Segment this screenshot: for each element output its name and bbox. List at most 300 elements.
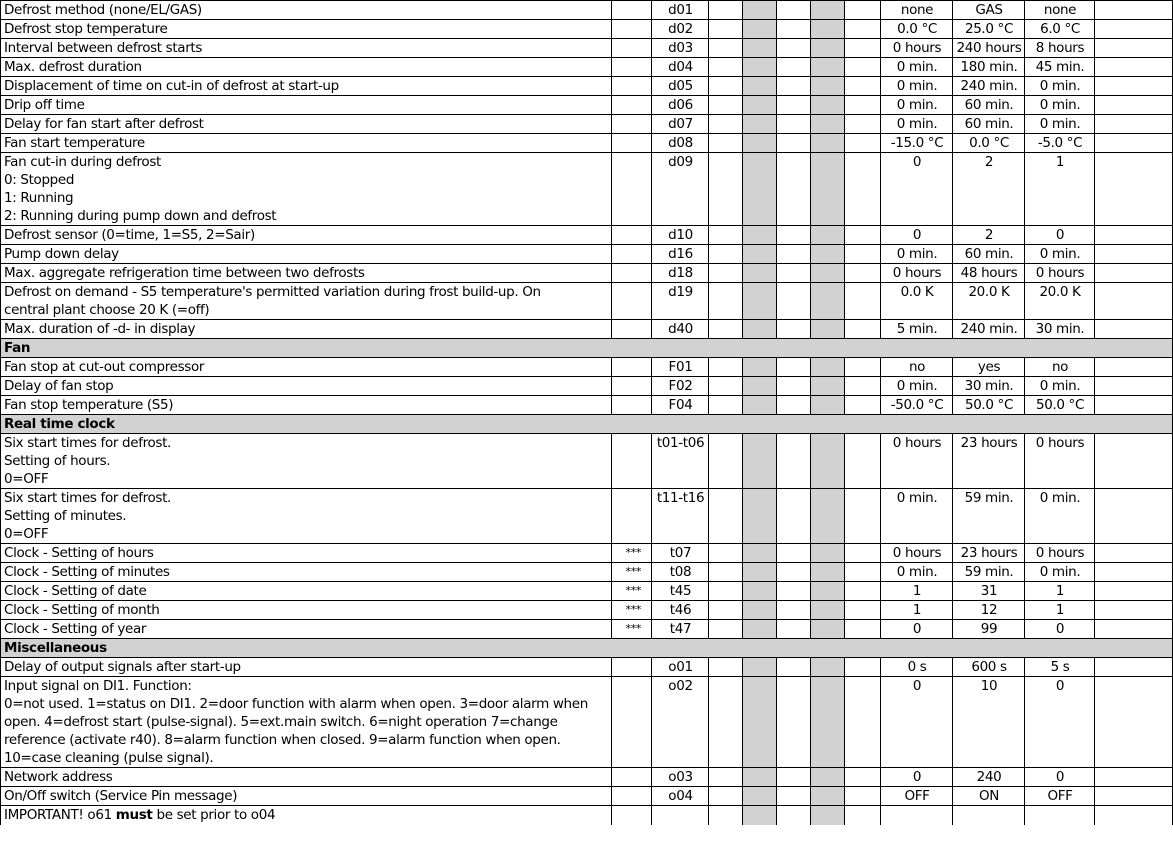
shaded-cell: [743, 58, 777, 77]
empty-cell: [777, 768, 811, 787]
shaded-cell: [811, 115, 845, 134]
parameter-row: [1, 115, 1173, 134]
shaded-cell: [811, 77, 845, 96]
empty-cell: [845, 96, 881, 115]
factory-value: none: [1025, 1, 1095, 20]
empty-cell: [845, 563, 881, 582]
description-line: Clock - Setting of year: [4, 621, 147, 637]
parameter-row: [1, 264, 1173, 283]
description-line: Six start times for defrost.: [4, 435, 171, 451]
empty-cell: [777, 115, 811, 134]
factory-value: 0 hours: [1025, 544, 1095, 563]
min-value: 0: [881, 677, 953, 768]
parameter-note: ***: [612, 601, 652, 620]
footnote-row: [1, 806, 1173, 825]
empty-cell: [777, 787, 811, 806]
footnote-emphasis: must: [115, 807, 153, 823]
factory-value: 0 hours: [1025, 264, 1095, 283]
empty-cell: [845, 226, 881, 245]
empty-cell: [1095, 768, 1173, 787]
empty-cell: [709, 320, 743, 339]
empty-cell: [709, 115, 743, 134]
shaded-cell: [811, 434, 845, 489]
parameter-row: [1, 245, 1173, 264]
parameter-note: [612, 20, 652, 39]
min-value: no: [881, 358, 953, 377]
shaded-cell: [811, 245, 845, 264]
empty-cell: [845, 544, 881, 563]
parameter-code: d07: [652, 115, 709, 134]
parameter-description: [1, 620, 612, 639]
parameter-note: ***: [612, 544, 652, 563]
factory-value: 0 hours: [1025, 434, 1095, 489]
empty-cell: [845, 582, 881, 601]
shaded-cell: [743, 245, 777, 264]
parameter-note: [612, 658, 652, 677]
empty-cell: [777, 20, 811, 39]
max-value: 240 hours: [953, 39, 1025, 58]
max-value: 240 min.: [953, 320, 1025, 339]
parameter-code: t45: [652, 582, 709, 601]
shaded-cell: [811, 226, 845, 245]
empty-cell: [777, 677, 811, 768]
shaded-cell: [811, 283, 845, 320]
description-line: Defrost stop temperature: [4, 21, 168, 37]
empty-cell: [777, 544, 811, 563]
empty-cell: [845, 39, 881, 58]
min-value: 1: [881, 601, 953, 620]
empty-cell: [709, 582, 743, 601]
shaded-cell: [743, 134, 777, 153]
parameter-note: [612, 245, 652, 264]
empty-cell: [709, 20, 743, 39]
empty-cell: [1095, 153, 1173, 226]
parameter-code: d02: [652, 20, 709, 39]
description-line: Defrost sensor (0=time, 1=S5, 2=Sair): [4, 227, 255, 243]
parameter-description: [1, 283, 612, 320]
parameter-row: [1, 377, 1173, 396]
shaded-cell: [743, 768, 777, 787]
max-value: 180 min.: [953, 58, 1025, 77]
empty-cell: [709, 358, 743, 377]
empty-cell: [777, 377, 811, 396]
parameter-description: [1, 489, 612, 544]
empty-cell: [1095, 806, 1173, 825]
parameter-note: ***: [612, 582, 652, 601]
empty-cell: [845, 806, 881, 825]
max-value: yes: [953, 358, 1025, 377]
empty-cell: [1095, 226, 1173, 245]
empty-cell: [845, 601, 881, 620]
description-line: Fan stop at cut-out compressor: [4, 359, 205, 375]
factory-value: 0: [1025, 768, 1095, 787]
parameter-row: [1, 563, 1173, 582]
table-body: [1, 1, 1173, 825]
parameter-note: [612, 358, 652, 377]
description-line: Delay for fan start after defrost: [4, 116, 204, 132]
shaded-cell: [811, 96, 845, 115]
shaded-cell: [811, 396, 845, 415]
parameter-description: [1, 544, 612, 563]
description-line: 2: Running during pump down and defrost: [4, 208, 277, 224]
parameter-code: o03: [652, 768, 709, 787]
footnote: [1, 806, 612, 825]
parameter-code: t11-t16: [652, 489, 709, 544]
parameter-row: [1, 358, 1173, 377]
empty-cell: [845, 396, 881, 415]
description-line: 0=not used. 1=status on DI1. 2=door function with alarm when open. 3=door alarm when: [4, 696, 588, 712]
empty-cell: [1025, 806, 1095, 825]
empty-cell: [1095, 396, 1173, 415]
empty-cell: [777, 245, 811, 264]
max-value: 12: [953, 601, 1025, 620]
parameter-row: [1, 226, 1173, 245]
max-value: ON: [953, 787, 1025, 806]
parameter-code: d04: [652, 58, 709, 77]
factory-value: -5.0 °C: [1025, 134, 1095, 153]
parameter-description: [1, 377, 612, 396]
parameter-code: d10: [652, 226, 709, 245]
min-value: 0 min.: [881, 77, 953, 96]
factory-value: 8 hours: [1025, 39, 1095, 58]
empty-cell: [777, 601, 811, 620]
empty-cell: [709, 544, 743, 563]
parameter-code: d03: [652, 39, 709, 58]
parameter-note: [612, 396, 652, 415]
parameter-description: [1, 563, 612, 582]
min-value: 0 hours: [881, 544, 953, 563]
description-line: Drip off time: [4, 97, 85, 113]
parameter-row: [1, 283, 1173, 320]
min-value: 0 min.: [881, 563, 953, 582]
empty-cell: [709, 96, 743, 115]
empty-cell: [777, 264, 811, 283]
empty-cell: [709, 396, 743, 415]
shaded-cell: [811, 563, 845, 582]
parameter-note: [612, 489, 652, 544]
parameter-row: [1, 677, 1173, 768]
shaded-cell: [811, 358, 845, 377]
shaded-cell: [811, 39, 845, 58]
empty-cell: [1095, 1, 1173, 20]
parameter-description: [1, 658, 612, 677]
empty-cell: [1095, 358, 1173, 377]
empty-cell: [1095, 377, 1173, 396]
max-value: 99: [953, 620, 1025, 639]
parameter-row: [1, 1, 1173, 20]
empty-cell: [709, 601, 743, 620]
factory-value: 50.0 °C: [1025, 396, 1095, 415]
parameter-row: [1, 77, 1173, 96]
shaded-cell: [811, 58, 845, 77]
parameter-description: [1, 601, 612, 620]
factory-value: 0 min.: [1025, 96, 1095, 115]
empty-cell: [743, 806, 777, 825]
parameter-row: [1, 489, 1173, 544]
parameter-description: [1, 115, 612, 134]
min-value: 0: [881, 226, 953, 245]
parameter-code: d09: [652, 153, 709, 226]
parameter-code: d18: [652, 264, 709, 283]
min-value: 1: [881, 582, 953, 601]
min-value: -50.0 °C: [881, 396, 953, 415]
shaded-cell: [811, 620, 845, 639]
shaded-cell: [811, 377, 845, 396]
shaded-cell: [743, 264, 777, 283]
description-line: Interval between defrost starts: [4, 40, 203, 56]
shaded-cell: [743, 489, 777, 544]
min-value: 0 hours: [881, 39, 953, 58]
empty-cell: [1095, 658, 1173, 677]
parameter-code: F04: [652, 396, 709, 415]
parameter-code: t47: [652, 620, 709, 639]
parameter-row: [1, 396, 1173, 415]
shaded-cell: [743, 434, 777, 489]
parameter-note: [612, 39, 652, 58]
parameter-description: [1, 264, 612, 283]
parameter-note: [612, 264, 652, 283]
empty-cell: [845, 283, 881, 320]
factory-value: 0 min.: [1025, 489, 1095, 544]
empty-cell: [845, 134, 881, 153]
description-line: Setting of hours.: [4, 453, 111, 469]
empty-cell: [845, 153, 881, 226]
min-value: 0 min.: [881, 96, 953, 115]
shaded-cell: [743, 620, 777, 639]
parameter-description: [1, 77, 612, 96]
max-value: 59 min.: [953, 489, 1025, 544]
max-value: 30 min.: [953, 377, 1025, 396]
parameter-note: [612, 320, 652, 339]
shaded-cell: [743, 787, 777, 806]
empty-cell: [1095, 115, 1173, 134]
empty-cell: [1095, 264, 1173, 283]
parameter-code: d06: [652, 96, 709, 115]
factory-value: 0 min.: [1025, 115, 1095, 134]
shaded-cell: [743, 226, 777, 245]
parameter-code: d16: [652, 245, 709, 264]
min-value: 0 min.: [881, 58, 953, 77]
empty-cell: [845, 245, 881, 264]
parameter-code: d08: [652, 134, 709, 153]
parameter-note: [612, 153, 652, 226]
shaded-cell: [743, 77, 777, 96]
empty-cell: [709, 658, 743, 677]
parameter-row: [1, 658, 1173, 677]
empty-cell: [1095, 283, 1173, 320]
parameter-note: ***: [612, 620, 652, 639]
empty-cell: [845, 620, 881, 639]
factory-value: no: [1025, 358, 1095, 377]
min-value: 0 hours: [881, 264, 953, 283]
parameter-code: F01: [652, 358, 709, 377]
empty-cell: [709, 806, 743, 825]
parameter-note: [612, 768, 652, 787]
factory-value: 1: [1025, 601, 1095, 620]
description-line: 0: Stopped: [4, 172, 75, 188]
empty-cell: [845, 264, 881, 283]
parameter-row: [1, 134, 1173, 153]
parameter-code: d01: [652, 1, 709, 20]
description-line: Clock - Setting of month: [4, 602, 160, 618]
max-value: 60 min.: [953, 96, 1025, 115]
empty-cell: [845, 434, 881, 489]
shaded-cell: [743, 115, 777, 134]
empty-cell: [709, 434, 743, 489]
empty-cell: [845, 489, 881, 544]
max-value: 48 hours: [953, 264, 1025, 283]
description-line: 10=case cleaning (pulse signal).: [4, 750, 214, 766]
parameter-description: [1, 787, 612, 806]
shaded-cell: [811, 20, 845, 39]
min-value: 0 s: [881, 658, 953, 677]
parameter-description: [1, 582, 612, 601]
parameter-row: [1, 582, 1173, 601]
empty-cell: [709, 134, 743, 153]
shaded-cell: [743, 39, 777, 58]
min-value: 0 min.: [881, 489, 953, 544]
empty-cell: [777, 153, 811, 226]
parameter-description: [1, 396, 612, 415]
empty-cell: [1095, 677, 1173, 768]
footnote-text-end: be set prior to o04: [152, 807, 276, 823]
parameter-note: [612, 1, 652, 20]
empty-cell: [709, 77, 743, 96]
section-title: Miscellaneous: [1, 639, 1173, 658]
max-value: 50.0 °C: [953, 396, 1025, 415]
empty-cell: [777, 1, 811, 20]
shaded-cell: [811, 153, 845, 226]
description-line: open. 4=defrost start (pulse-signal). 5=ext.main switch. 6=night operation 7=change: [4, 714, 558, 730]
section-title: Real time clock: [1, 415, 1173, 434]
factory-value: 30 min.: [1025, 320, 1095, 339]
empty-cell: [777, 283, 811, 320]
description-line: Setting of minutes.: [4, 508, 127, 524]
factory-value: 0: [1025, 226, 1095, 245]
parameter-row: [1, 768, 1173, 787]
parameter-description: [1, 226, 612, 245]
max-value: 240 min.: [953, 77, 1025, 96]
parameter-row: [1, 153, 1173, 226]
section-header: [1, 639, 1173, 658]
empty-cell: [777, 320, 811, 339]
description-line: On/Off switch (Service Pin message): [4, 788, 238, 804]
shaded-cell: [743, 358, 777, 377]
empty-cell: [845, 20, 881, 39]
parameter-note: [612, 226, 652, 245]
empty-cell: [709, 787, 743, 806]
parameter-row: [1, 320, 1173, 339]
parameter-code: d40: [652, 320, 709, 339]
parameter-description: [1, 677, 612, 768]
max-value: 23 hours: [953, 434, 1025, 489]
empty-cell: [777, 96, 811, 115]
factory-value: 0 min.: [1025, 377, 1095, 396]
min-value: 5 min.: [881, 320, 953, 339]
parameter-note: [612, 77, 652, 96]
parameter-note: [612, 134, 652, 153]
empty-cell: [1095, 134, 1173, 153]
empty-cell: [709, 58, 743, 77]
description-line: Clock - Setting of hours: [4, 545, 154, 561]
factory-value: 45 min.: [1025, 58, 1095, 77]
empty-cell: [709, 377, 743, 396]
empty-cell: [652, 806, 709, 825]
parameter-description: [1, 358, 612, 377]
shaded-cell: [743, 377, 777, 396]
min-value: 0.0 K: [881, 283, 953, 320]
description-line: Defrost method (none/EL/GAS): [4, 2, 202, 18]
empty-cell: [845, 1, 881, 20]
shaded-cell: [811, 787, 845, 806]
parameter-code: d05: [652, 77, 709, 96]
empty-cell: [709, 489, 743, 544]
factory-value: 5 s: [1025, 658, 1095, 677]
parameter-note: [612, 787, 652, 806]
parameter-description: [1, 20, 612, 39]
factory-value: 1: [1025, 153, 1095, 226]
shaded-cell: [811, 601, 845, 620]
parameter-description: [1, 39, 612, 58]
parameter-description: [1, 434, 612, 489]
shaded-cell: [743, 544, 777, 563]
parameter-code: t01-t06: [652, 434, 709, 489]
parameter-code: F02: [652, 377, 709, 396]
empty-cell: [1095, 563, 1173, 582]
parameter-description: [1, 1, 612, 20]
empty-cell: [709, 1, 743, 20]
shaded-cell: [743, 658, 777, 677]
description-line: Input signal on DI1. Function:: [4, 678, 192, 694]
empty-cell: [709, 677, 743, 768]
shaded-cell: [743, 396, 777, 415]
description-line: Six start times for defrost.: [4, 490, 171, 506]
parameter-row: [1, 39, 1173, 58]
parameter-note: [612, 677, 652, 768]
min-value: 0 min.: [881, 115, 953, 134]
description-line: Defrost on demand - S5 temperature's permitted variation during frost build-up. On: [4, 284, 541, 300]
empty-cell: [777, 58, 811, 77]
empty-cell: [845, 358, 881, 377]
parameter-note: [612, 115, 652, 134]
parameter-description: [1, 245, 612, 264]
description-line: 0=OFF: [4, 526, 49, 542]
parameter-row: [1, 544, 1173, 563]
max-value: 31: [953, 582, 1025, 601]
min-value: 0: [881, 620, 953, 639]
factory-value: 20.0 K: [1025, 283, 1095, 320]
empty-cell: [1095, 544, 1173, 563]
max-value: 240: [953, 768, 1025, 787]
description-line: 1: Running: [4, 190, 74, 206]
empty-cell: [1095, 77, 1173, 96]
empty-cell: [1095, 20, 1173, 39]
empty-cell: [845, 58, 881, 77]
description-line: Delay of output signals after start-up: [4, 659, 241, 675]
parameter-description: [1, 58, 612, 77]
empty-cell: [1095, 58, 1173, 77]
shaded-cell: [811, 134, 845, 153]
max-value: GAS: [953, 1, 1025, 20]
factory-value: 6.0 °C: [1025, 20, 1095, 39]
description-line: reference (activate r40). 8=alarm function when closed. 9=alarm function when open.: [4, 732, 561, 748]
empty-cell: [709, 563, 743, 582]
shaded-cell: [743, 96, 777, 115]
min-value: 0 min.: [881, 245, 953, 264]
empty-cell: [777, 226, 811, 245]
empty-cell: [845, 320, 881, 339]
description-line: Fan stop temperature (S5): [4, 397, 174, 413]
